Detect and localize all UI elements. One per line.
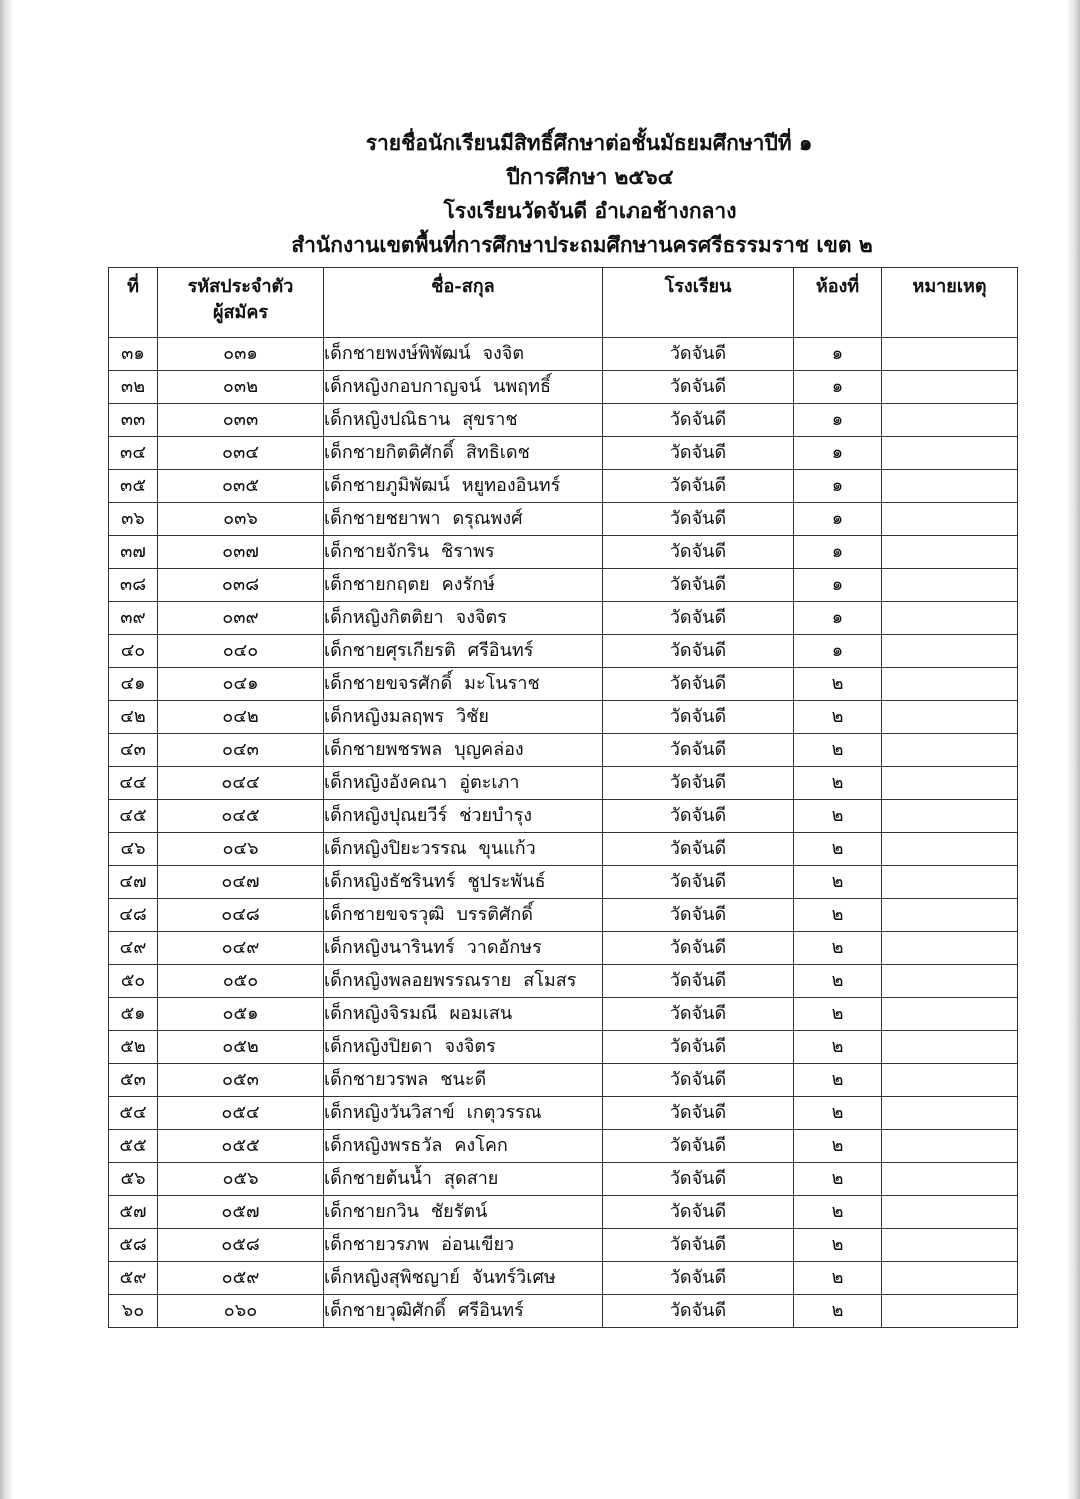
cell-remark [882, 437, 1018, 470]
student-first-name: เด็กหญิงมลฤพร [324, 706, 445, 727]
table-row [109, 569, 1018, 602]
school-district: โรงเรียนวัดจันดี อำเภอช้างกลาง [443, 198, 737, 223]
cell-remark [882, 734, 1018, 767]
cell-remark [882, 668, 1018, 701]
cell-applicant-code: ๐๔๖ [158, 833, 324, 866]
cell-no: ๓๘ [109, 569, 158, 602]
cell-name [324, 866, 603, 899]
cell-remark [882, 1064, 1018, 1097]
student-first-name: เด็กหญิงสุพิชญาย์ [324, 1267, 460, 1288]
cell-school: วัดจันดี [603, 1295, 794, 1328]
cell-applicant-code: ๐๔๓ [158, 734, 324, 767]
cell-remark [882, 965, 1018, 998]
cell-school: วัดจันดี [603, 536, 794, 569]
cell-applicant-code: ๐๔๘ [158, 899, 324, 932]
cell-name [324, 338, 603, 371]
student-first-name: เด็กหญิงกอบกาญจน์ [324, 376, 482, 397]
cell-name [324, 1097, 603, 1130]
cell-school: วัดจันดี [603, 701, 794, 734]
cell-remark [882, 1097, 1018, 1130]
cell-remark [882, 503, 1018, 536]
table-row [109, 1196, 1018, 1229]
cell-no: ๕๑ [109, 998, 158, 1031]
student-first-name: เด็กหญิงปุณยวีร์ [324, 805, 448, 826]
cell-school: วัดจันดี [603, 668, 794, 701]
table-row [109, 899, 1018, 932]
cell-no: ๕๐ [109, 965, 158, 998]
header-remark: หมายเหตุ [882, 268, 1018, 338]
student-last-name: ศรีอินทร์ [458, 1300, 524, 1321]
document-title: รายชื่อนักเรียนมีสิทธิ์ศึกษาต่อชั้นมัธยมศึกษาปีที่ ๑ [365, 130, 813, 155]
table-row [109, 998, 1018, 1031]
student-first-name: เด็กชายภูมิพัฒน์ [324, 475, 450, 496]
student-last-name: จงจิต [482, 343, 525, 364]
cell-remark [882, 866, 1018, 899]
cell-no: ๓๑ [109, 338, 158, 371]
cell-applicant-code: ๐๓๖ [158, 503, 324, 536]
student-last-name: มะโนราช [464, 673, 540, 694]
cell-remark [882, 404, 1018, 437]
academic-year: ปีการศึกษา ๒๕๖๔ [506, 164, 674, 189]
student-last-name: บุญคล่อง [454, 739, 524, 760]
cell-room: ๒ [794, 866, 882, 899]
cell-no: ๓๕ [109, 470, 158, 503]
cell-room: ๒ [794, 668, 882, 701]
cell-remark [882, 1196, 1018, 1229]
student-last-name: หยูทองอินทร์ [461, 475, 561, 496]
cell-applicant-code: ๐๓๓ [158, 404, 324, 437]
student-last-name: สุขราช [462, 409, 518, 430]
cell-no: ๓๓ [109, 404, 158, 437]
cell-school: วัดจันดี [603, 866, 794, 899]
cell-name [324, 833, 603, 866]
table-row [109, 635, 1018, 668]
cell-room: ๒ [794, 1064, 882, 1097]
cell-no: ๔๑ [109, 668, 158, 701]
student-first-name: เด็กชายวรพล [324, 1069, 429, 1090]
table-row [109, 404, 1018, 437]
student-last-name: จงจิตร [444, 1036, 496, 1057]
table-row [109, 932, 1018, 965]
cell-applicant-code: ๐๕๑ [158, 998, 324, 1031]
cell-applicant-code: ๐๔๕ [158, 800, 324, 833]
cell-no: ๕๔ [109, 1097, 158, 1130]
student-first-name: เด็กหญิงจิรมณี [324, 1003, 438, 1024]
student-first-name: เด็กหญิงปิยะวรรณ [324, 838, 467, 859]
cell-no: ๔๙ [109, 932, 158, 965]
cell-room: ๒ [794, 800, 882, 833]
header-code-line1: รหัสประจำตัว [187, 276, 294, 297]
cell-name [324, 998, 603, 1031]
student-first-name: เด็กหญิงอังคณา [324, 772, 448, 793]
table-row [109, 1163, 1018, 1196]
header-applicant-code [158, 268, 324, 338]
header-name: ชื่อ-สกุล [324, 268, 603, 338]
student-first-name: เด็กหญิงพรธวัล [324, 1135, 443, 1156]
cell-no: ๓๗ [109, 536, 158, 569]
cell-room: ๑ [794, 635, 882, 668]
cell-room: ๒ [794, 1097, 882, 1130]
cell-no: ๓๒ [109, 371, 158, 404]
cell-room: ๒ [794, 1163, 882, 1196]
cell-room: ๒ [794, 1130, 882, 1163]
cell-name [324, 437, 603, 470]
cell-remark [882, 536, 1018, 569]
student-first-name: เด็กชายจักริน [324, 541, 430, 562]
cell-name [324, 1163, 603, 1196]
cell-applicant-code: ๐๔๐ [158, 635, 324, 668]
cell-remark [882, 701, 1018, 734]
cell-no: ๓๔ [109, 437, 158, 470]
student-last-name: นพฤทธิ์ [493, 376, 551, 397]
student-table [108, 267, 1018, 1328]
header-room: ห้องที่ [794, 268, 882, 338]
cell-school: วัดจันดี [603, 503, 794, 536]
cell-applicant-code: ๐๓๔ [158, 437, 324, 470]
cell-school: วัดจันดี [603, 1163, 794, 1196]
cell-school: วัดจันดี [603, 965, 794, 998]
table-row [109, 1097, 1018, 1130]
cell-applicant-code: ๐๓๕ [158, 470, 324, 503]
table-row [109, 1031, 1018, 1064]
table-row [109, 668, 1018, 701]
student-last-name: ขุนแก้ว [478, 838, 536, 859]
cell-name [324, 1229, 603, 1262]
cell-applicant-code: ๐๕๔ [158, 1097, 324, 1130]
document-page [12, 0, 1068, 1499]
cell-applicant-code: ๐๔๙ [158, 932, 324, 965]
cell-no: ๕๖ [109, 1163, 158, 1196]
student-first-name: เด็กชายพชรพล [324, 739, 443, 760]
cell-school: วัดจันดี [603, 1064, 794, 1097]
education-office: สำนักงานเขตพื้นที่การศึกษาประถมศึกษานครศรีธรรมราช เขต ๒ [291, 232, 873, 257]
cell-no: ๔๐ [109, 635, 158, 668]
cell-room: ๑ [794, 338, 882, 371]
cell-remark [882, 1262, 1018, 1295]
cell-applicant-code: ๐๔๑ [158, 668, 324, 701]
cell-applicant-code: ๐๕๕ [158, 1130, 324, 1163]
cell-remark [882, 569, 1018, 602]
cell-name [324, 734, 603, 767]
cell-school: วัดจันดี [603, 899, 794, 932]
header-school: โรงเรียน [603, 268, 794, 338]
cell-no: ๓๖ [109, 503, 158, 536]
cell-name [324, 668, 603, 701]
cell-name [324, 1064, 603, 1097]
student-first-name: เด็กชายพงษ์พิพัฒน์ [324, 343, 471, 364]
cell-remark [882, 635, 1018, 668]
cell-no: ๔๗ [109, 866, 158, 899]
cell-school: วัดจันดี [603, 800, 794, 833]
cell-applicant-code: ๐๔๗ [158, 866, 324, 899]
cell-remark [882, 338, 1018, 371]
table-body [109, 338, 1018, 1328]
cell-school: วัดจันดี [603, 833, 794, 866]
cell-school: วัดจันดี [603, 1229, 794, 1262]
cell-applicant-code: ๐๓๘ [158, 569, 324, 602]
cell-room: ๒ [794, 734, 882, 767]
student-first-name: เด็กชายกฤตย [324, 574, 430, 595]
cell-name [324, 932, 603, 965]
cell-name [324, 1130, 603, 1163]
table-row [109, 338, 1018, 371]
cell-applicant-code: ๐๕๒ [158, 1031, 324, 1064]
cell-room: ๒ [794, 833, 882, 866]
student-first-name: เด็กชายกวิน [324, 1201, 419, 1222]
student-last-name: อ่อนเขียว [441, 1234, 515, 1255]
cell-room: ๑ [794, 503, 882, 536]
cell-room: ๒ [794, 1262, 882, 1295]
student-first-name: เด็กหญิงปิยดา [324, 1036, 433, 1057]
student-first-name: เด็กชายขจรศักดิ์ [324, 673, 453, 694]
table-row [109, 503, 1018, 536]
cell-name [324, 1196, 603, 1229]
cell-room: ๑ [794, 437, 882, 470]
cell-applicant-code: ๐๕๓ [158, 1064, 324, 1097]
student-last-name: ช่วยบำรุง [459, 805, 533, 826]
cell-applicant-code: ๐๓๒ [158, 371, 324, 404]
student-last-name: ผอมเสน [449, 1003, 513, 1024]
cell-remark [882, 1295, 1018, 1328]
document-header [12, 126, 1068, 262]
cell-name [324, 371, 603, 404]
cell-school: วัดจันดี [603, 998, 794, 1031]
cell-name [324, 1295, 603, 1328]
cell-name [324, 569, 603, 602]
cell-school: วัดจันดี [603, 338, 794, 371]
cell-room: ๑ [794, 569, 882, 602]
cell-remark [882, 602, 1018, 635]
student-last-name: คงรักษ์ [441, 574, 495, 595]
student-last-name: ชิราพร [441, 541, 495, 562]
cell-no: ๔๒ [109, 701, 158, 734]
cell-no: ๕๗ [109, 1196, 158, 1229]
table-row [109, 1130, 1018, 1163]
cell-remark [882, 1229, 1018, 1262]
table-row [109, 1295, 1018, 1328]
cell-room: ๒ [794, 1031, 882, 1064]
student-first-name: เด็กหญิงนารินทร์ [324, 937, 455, 958]
student-first-name: เด็กชายชยาพา [324, 508, 441, 529]
student-last-name: วิชัย [456, 706, 489, 727]
cell-room: ๑ [794, 470, 882, 503]
cell-name [324, 800, 603, 833]
cell-remark [882, 1031, 1018, 1064]
cell-name [324, 701, 603, 734]
cell-applicant-code: ๐๕๘ [158, 1229, 324, 1262]
cell-remark [882, 1130, 1018, 1163]
cell-room: ๒ [794, 932, 882, 965]
cell-name [324, 602, 603, 635]
table-header-row [109, 268, 1018, 338]
cell-school: วัดจันดี [603, 371, 794, 404]
cell-room: ๒ [794, 1229, 882, 1262]
cell-school: วัดจันดี [603, 932, 794, 965]
student-last-name: เกตุวรรณ [466, 1102, 542, 1123]
header-no: ที่ [109, 268, 158, 338]
cell-school: วัดจันดี [603, 1196, 794, 1229]
cell-applicant-code: ๐๖๐ [158, 1295, 324, 1328]
cell-room: ๒ [794, 998, 882, 1031]
cell-applicant-code: ๐๕๙ [158, 1262, 324, 1295]
cell-no: ๔๖ [109, 833, 158, 866]
table-row [109, 470, 1018, 503]
cell-no: ๕๕ [109, 1130, 158, 1163]
student-last-name: ชัยรัตน์ [430, 1201, 488, 1222]
student-first-name: เด็กชายวุฒิศักดิ์ [324, 1300, 446, 1321]
cell-name [324, 767, 603, 800]
table-row [109, 371, 1018, 404]
cell-no: ๕๒ [109, 1031, 158, 1064]
cell-school: วัดจันดี [603, 569, 794, 602]
cell-room: ๒ [794, 1295, 882, 1328]
table-row [109, 965, 1018, 998]
cell-room: ๒ [794, 899, 882, 932]
student-last-name: ดรุณพงศ์ [452, 508, 523, 529]
table-row [109, 767, 1018, 800]
header-code-line2: ผู้สมัคร [212, 302, 269, 323]
table-row [109, 437, 1018, 470]
cell-remark [882, 1163, 1018, 1196]
cell-school: วัดจันดี [603, 1097, 794, 1130]
student-last-name: ศรีอินทร์ [467, 640, 534, 661]
cell-room: ๑ [794, 371, 882, 404]
table-row [109, 1262, 1018, 1295]
student-last-name: สิทธิเดช [465, 442, 530, 463]
cell-remark [882, 899, 1018, 932]
cell-school: วัดจันดี [603, 734, 794, 767]
cell-no: ๔๕ [109, 800, 158, 833]
cell-school: วัดจันดี [603, 1130, 794, 1163]
cell-remark [882, 767, 1018, 800]
cell-room: ๑ [794, 404, 882, 437]
cell-school: วัดจันดี [603, 437, 794, 470]
student-last-name: คงโคก [454, 1135, 508, 1156]
cell-name [324, 1262, 603, 1295]
cell-remark [882, 998, 1018, 1031]
cell-room: ๒ [794, 1196, 882, 1229]
cell-no: ๔๓ [109, 734, 158, 767]
cell-remark [882, 470, 1018, 503]
cell-school: วัดจันดี [603, 404, 794, 437]
student-first-name: เด็กชายขจรวุฒิ [324, 904, 445, 925]
table-row [109, 602, 1018, 635]
table-row [109, 701, 1018, 734]
table-row [109, 833, 1018, 866]
table-row [109, 800, 1018, 833]
cell-applicant-code: ๐๔๔ [158, 767, 324, 800]
cell-no: ๕๘ [109, 1229, 158, 1262]
student-last-name: บรรติศักดิ์ [456, 904, 533, 925]
cell-name [324, 503, 603, 536]
cell-room: ๑ [794, 536, 882, 569]
cell-no: ๕๓ [109, 1064, 158, 1097]
cell-applicant-code: ๐๕๖ [158, 1163, 324, 1196]
student-first-name: เด็กชายวรภพ [324, 1234, 430, 1255]
cell-school: วัดจันดี [603, 1031, 794, 1064]
cell-name [324, 1031, 603, 1064]
cell-school: วัดจันดี [603, 470, 794, 503]
student-first-name: เด็กหญิงวันวิสาข์ [324, 1102, 455, 1123]
student-first-name: เด็กชายต้นน้ำ [324, 1168, 433, 1189]
cell-school: วัดจันดี [603, 602, 794, 635]
table-row [109, 1064, 1018, 1097]
cell-remark [882, 932, 1018, 965]
cell-room: ๑ [794, 602, 882, 635]
cell-applicant-code: ๐๓๗ [158, 536, 324, 569]
cell-room: ๒ [794, 767, 882, 800]
student-last-name: ชูประพันธ์ [467, 871, 546, 892]
student-first-name: เด็กหญิงพลอยพรรณราย [324, 970, 512, 991]
cell-remark [882, 833, 1018, 866]
cell-applicant-code: ๐๓๙ [158, 602, 324, 635]
cell-school: วัดจันดี [603, 635, 794, 668]
student-first-name: เด็กชายกิตติศักดิ์ [324, 442, 454, 463]
cell-no: ๓๙ [109, 602, 158, 635]
cell-applicant-code: ๐๔๒ [158, 701, 324, 734]
student-last-name: สโมสร [523, 970, 577, 991]
student-last-name: อู่ตะเภา [459, 772, 520, 793]
cell-no: ๔๘ [109, 899, 158, 932]
cell-name [324, 965, 603, 998]
student-last-name: จันทร์วิเศษ [471, 1267, 556, 1288]
cell-applicant-code: ๐๓๑ [158, 338, 324, 371]
cell-name [324, 899, 603, 932]
cell-name [324, 404, 603, 437]
student-last-name: วาดอักษร [466, 937, 542, 958]
student-last-name: ชนะดี [440, 1069, 487, 1090]
student-last-name: สุดสาย [444, 1168, 499, 1189]
cell-school: วัดจันดี [603, 767, 794, 800]
cell-name [324, 470, 603, 503]
cell-room: ๒ [794, 965, 882, 998]
cell-applicant-code: ๐๕๗ [158, 1196, 324, 1229]
student-first-name: เด็กหญิงกิตติยา [324, 607, 444, 628]
cell-room: ๒ [794, 701, 882, 734]
table-row [109, 536, 1018, 569]
student-first-name: เด็กหญิงปณิธาน [324, 409, 451, 430]
cell-remark [882, 800, 1018, 833]
cell-name [324, 536, 603, 569]
cell-applicant-code: ๐๕๐ [158, 965, 324, 998]
cell-remark [882, 371, 1018, 404]
cell-name [324, 635, 603, 668]
student-first-name: เด็กหญิงธัชรินทร์ [324, 871, 456, 892]
table-row [109, 866, 1018, 899]
cell-no: ๔๔ [109, 767, 158, 800]
table-row [109, 734, 1018, 767]
student-first-name: เด็กชายศุรเกียรติ [324, 640, 456, 661]
table-row [109, 1229, 1018, 1262]
cell-no: ๖๐ [109, 1295, 158, 1328]
student-last-name: จงจิตร [455, 607, 507, 628]
cell-school: วัดจันดี [603, 1262, 794, 1295]
cell-no: ๕๙ [109, 1262, 158, 1295]
